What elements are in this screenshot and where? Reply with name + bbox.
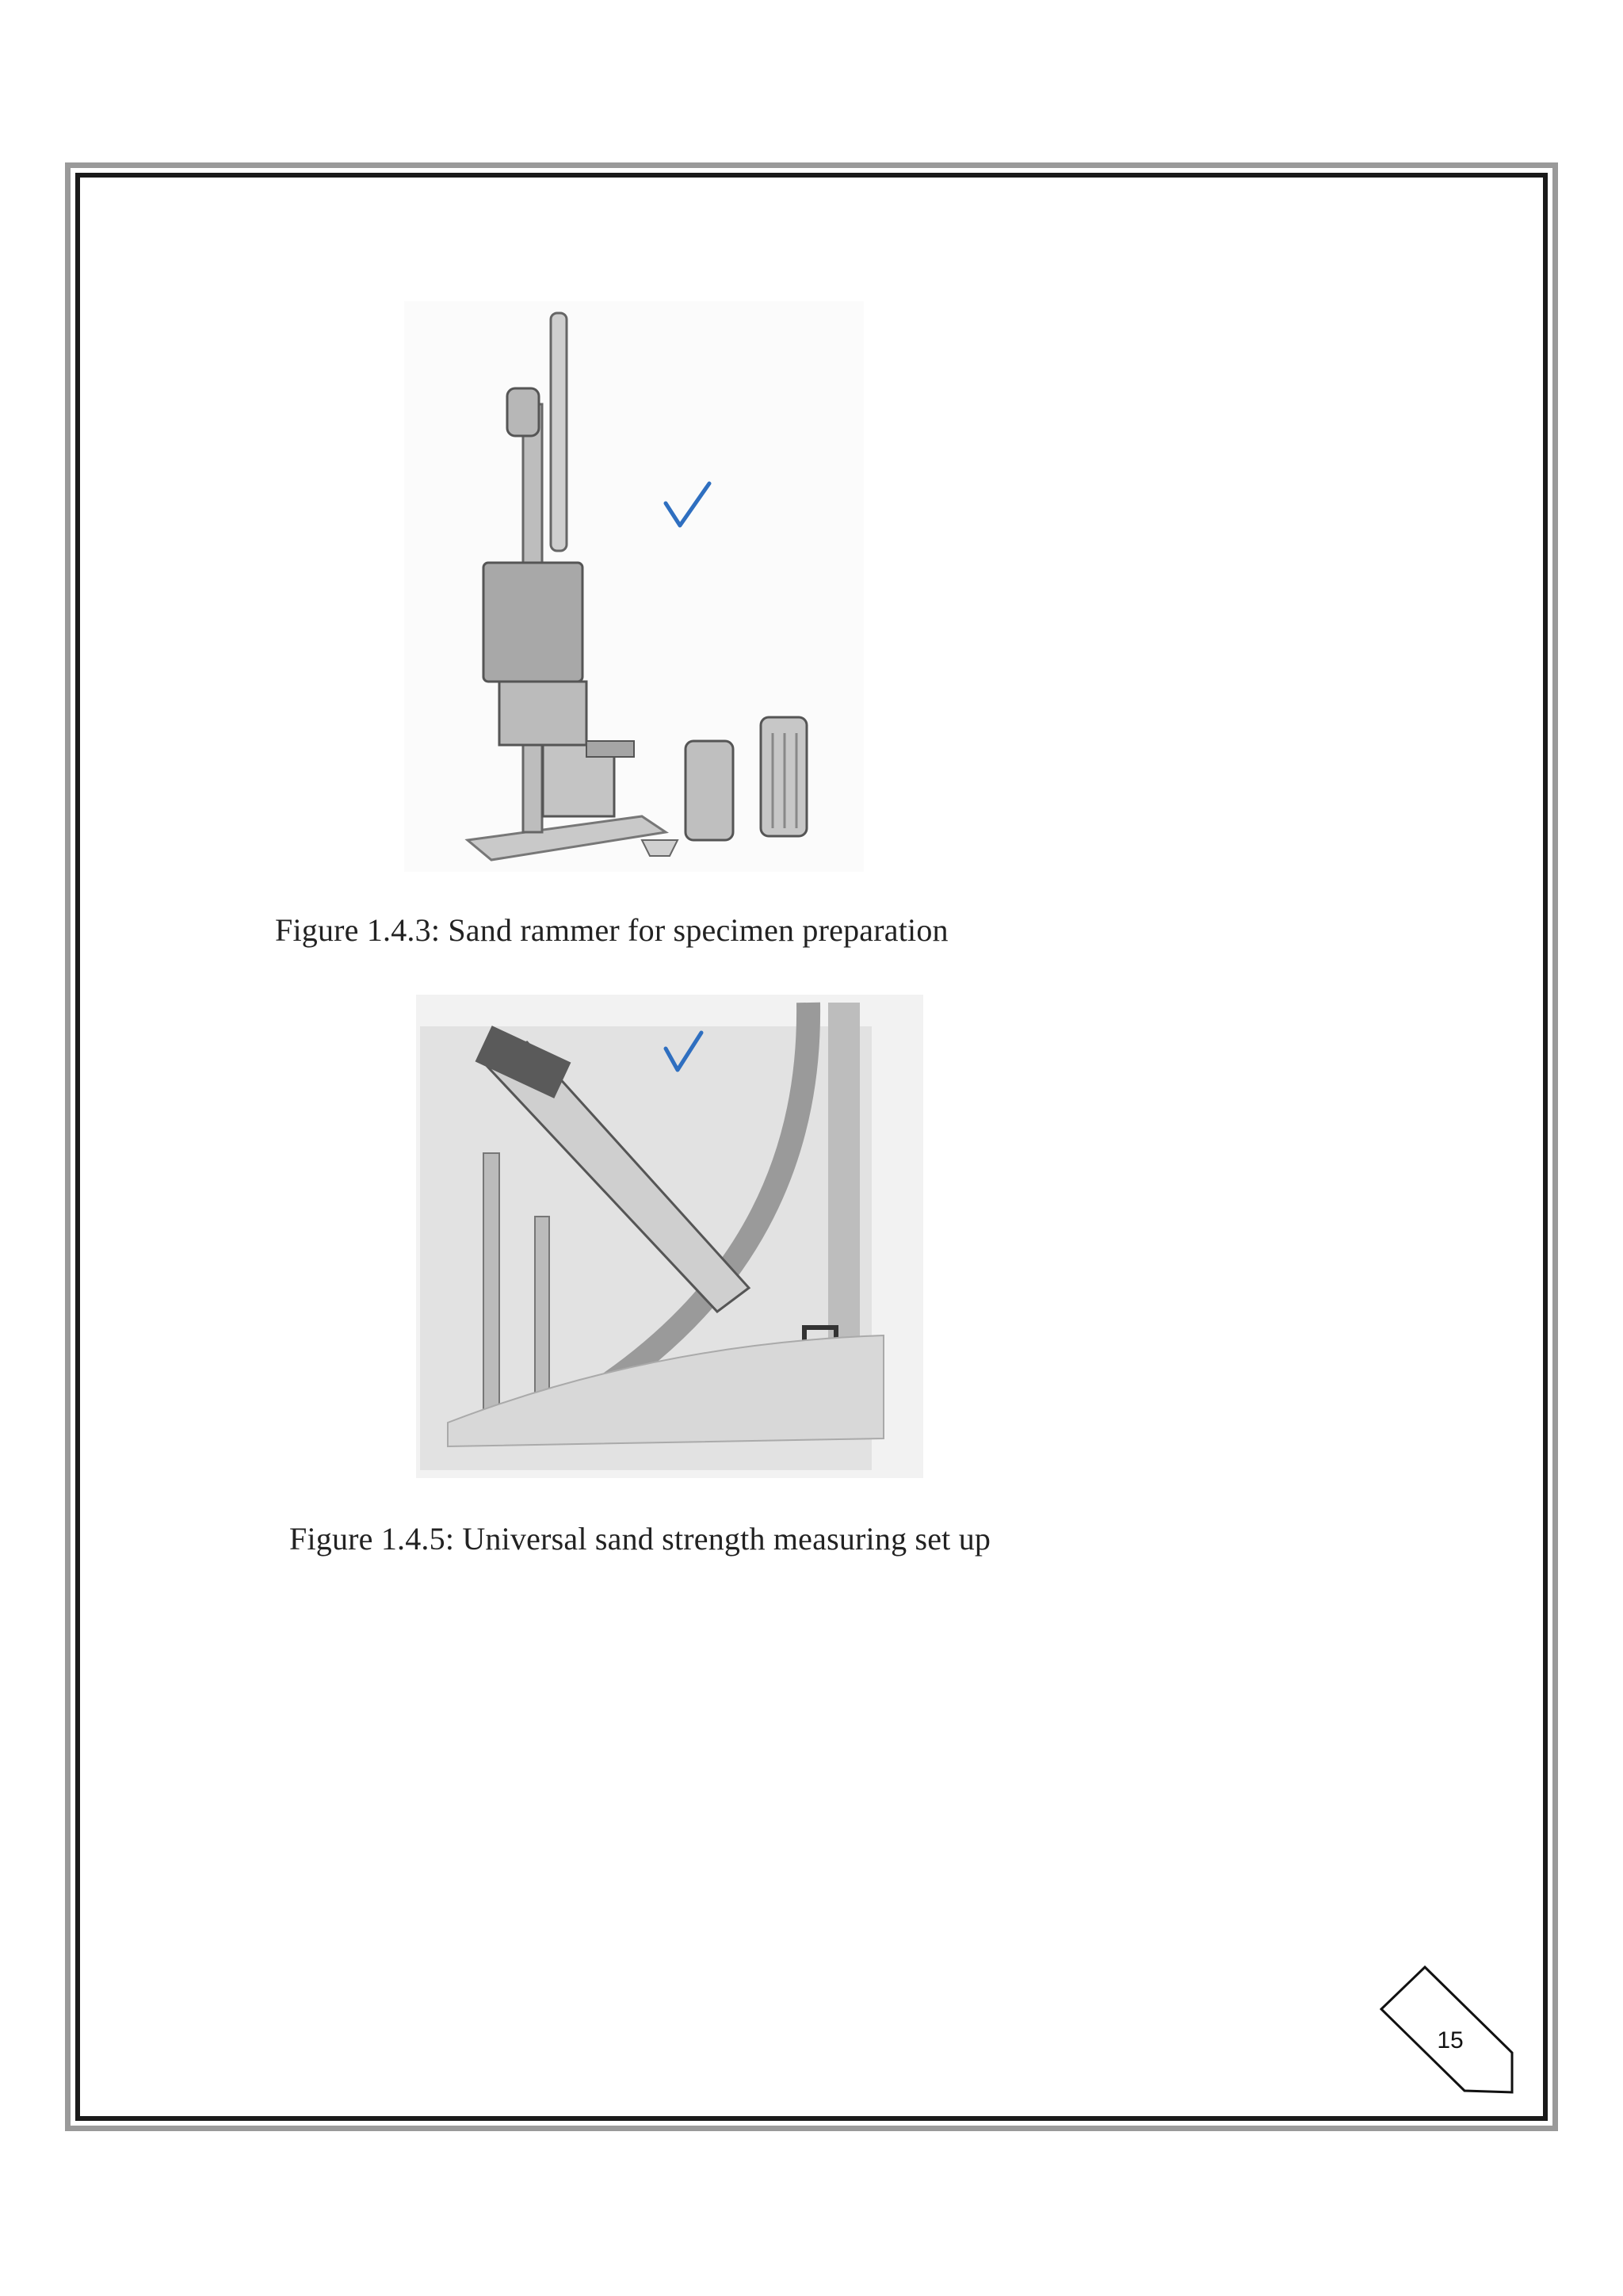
sand-rammer-image <box>404 301 864 872</box>
sand-strength-machine-image <box>416 995 923 1478</box>
figure-caption: Figure 1.4.5: Universal sand strength measuring set up <box>289 1521 991 1557</box>
page-number: 15 <box>1437 2027 1464 2053</box>
figure-caption: Figure 1.4.3: Sand rammer for specimen preparation <box>275 912 949 948</box>
